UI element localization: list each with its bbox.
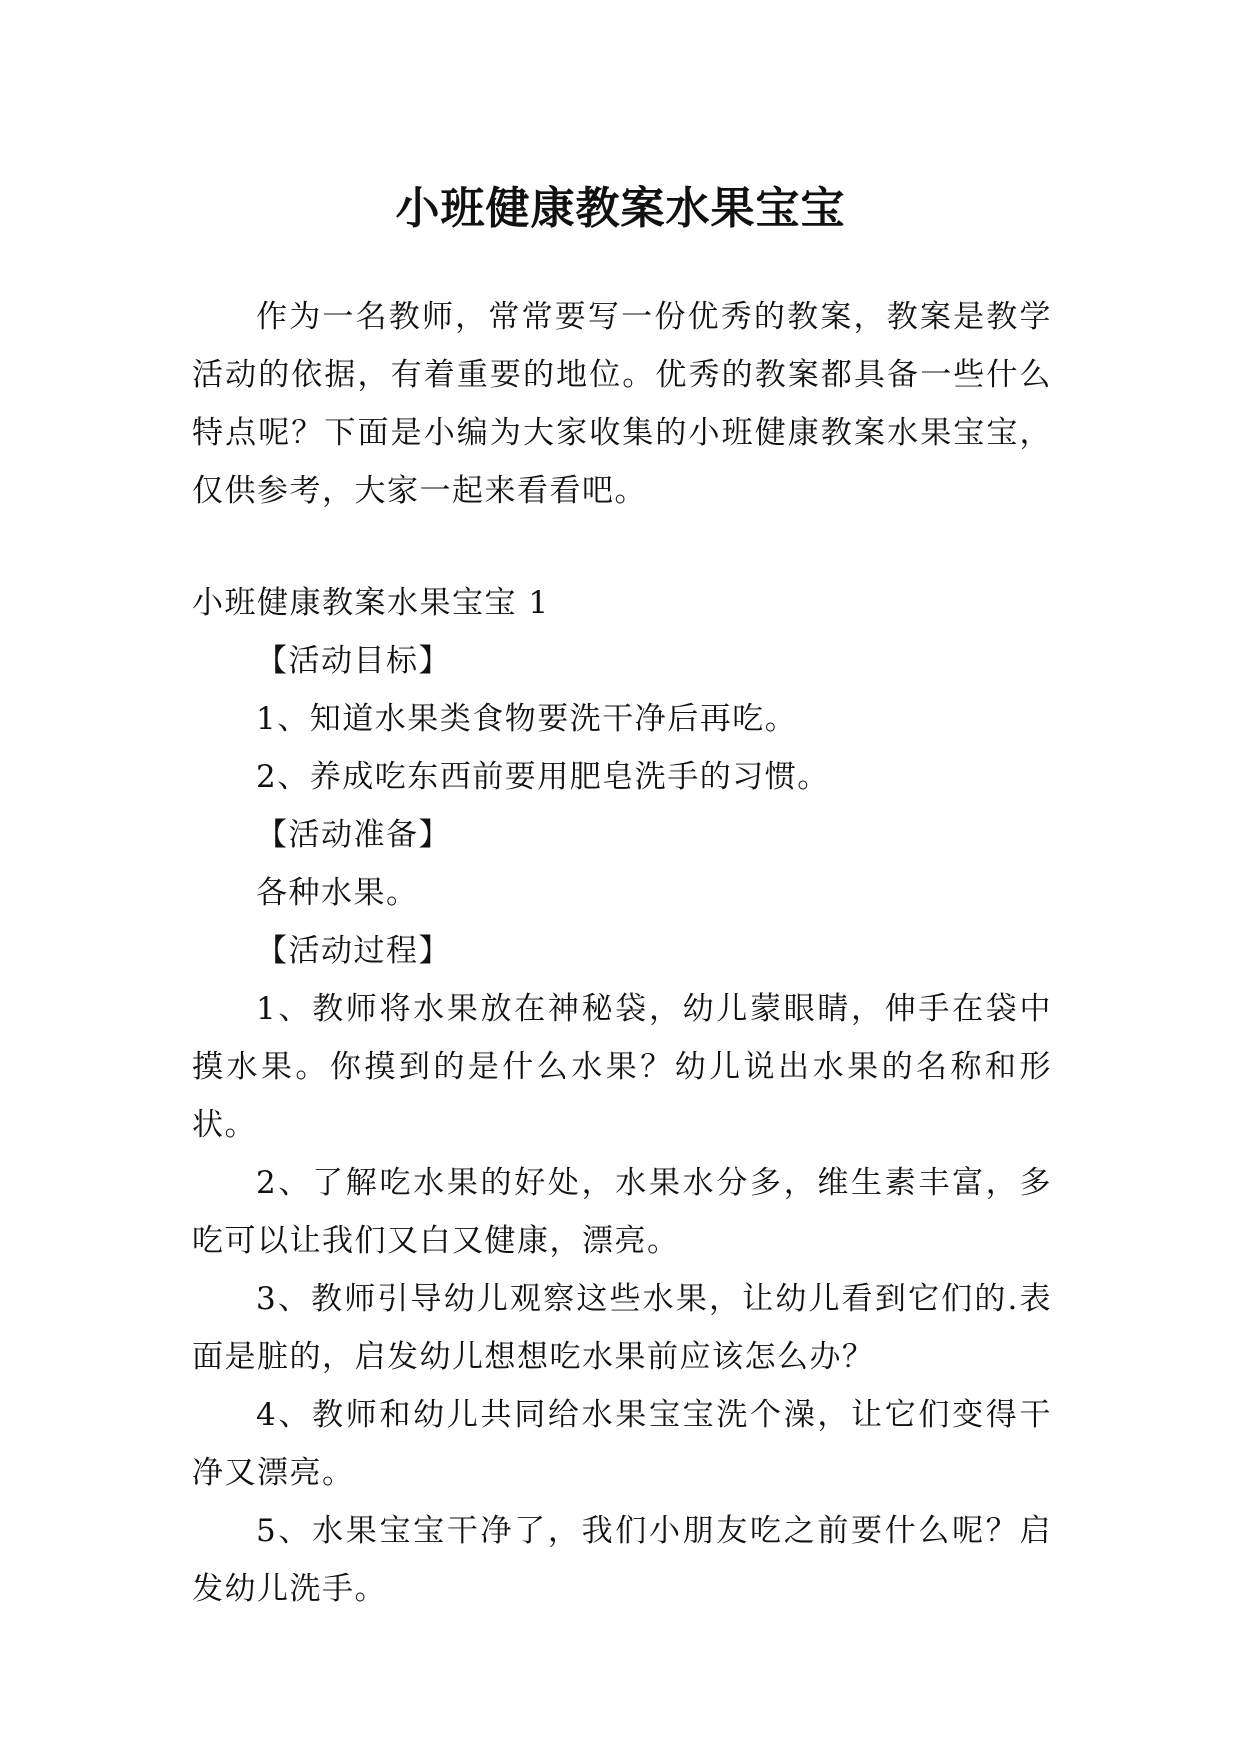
document-body [192,288,1052,1618]
document-title: 小班健康教案水果宝宝 [395,183,846,235]
section-title: 小班健康教案水果宝宝 1 [192,585,550,621]
intro-paragraph: 作为一名教师，常常要写一份优秀的教案，教案是教学活动的依据，有着重要的地位。优秀的教案都具备一些什么特点呢？下面是小编为大家收集的小班健康教案水果宝宝，仅供参考，大家一起来看看吧。 [192,299,1052,509]
prep-heading: 【活动准备】 [256,817,451,853]
process-step: 3、教师引导幼儿观察这些水果，让幼儿看到它们的.表面是脏的，启发幼儿想想吃水果前应该怎么办？ [192,1281,1052,1375]
goal-heading: 【活动目标】 [256,643,451,679]
process-step: 2、了解吃水果的好处，水果水分多，维生素丰富，多吃可以让我们又白又健康，漂亮。 [192,1165,1052,1259]
goal-item: 1、知道水果类食物要洗干净后再吃。 [256,701,798,737]
process-heading: 【活动过程】 [256,933,451,969]
prep-text: 各种水果。 [256,875,419,911]
goal-item: 2、养成吃东西前要用肥皂洗手的习惯。 [256,759,830,795]
process-step: 4、教师和幼儿共同给水果宝宝洗个澡，让它们变得干净又漂亮。 [192,1397,1052,1491]
process-step: 5、水果宝宝干净了，我们小朋友吃之前要什么呢？启发幼儿洗手。 [192,1513,1052,1607]
process-step: 1、教师将水果放在神秘袋，幼儿蒙眼睛，伸手在袋中摸水果。你摸到的是什么水果？幼儿说出水果的名称和形状。 [192,991,1052,1143]
